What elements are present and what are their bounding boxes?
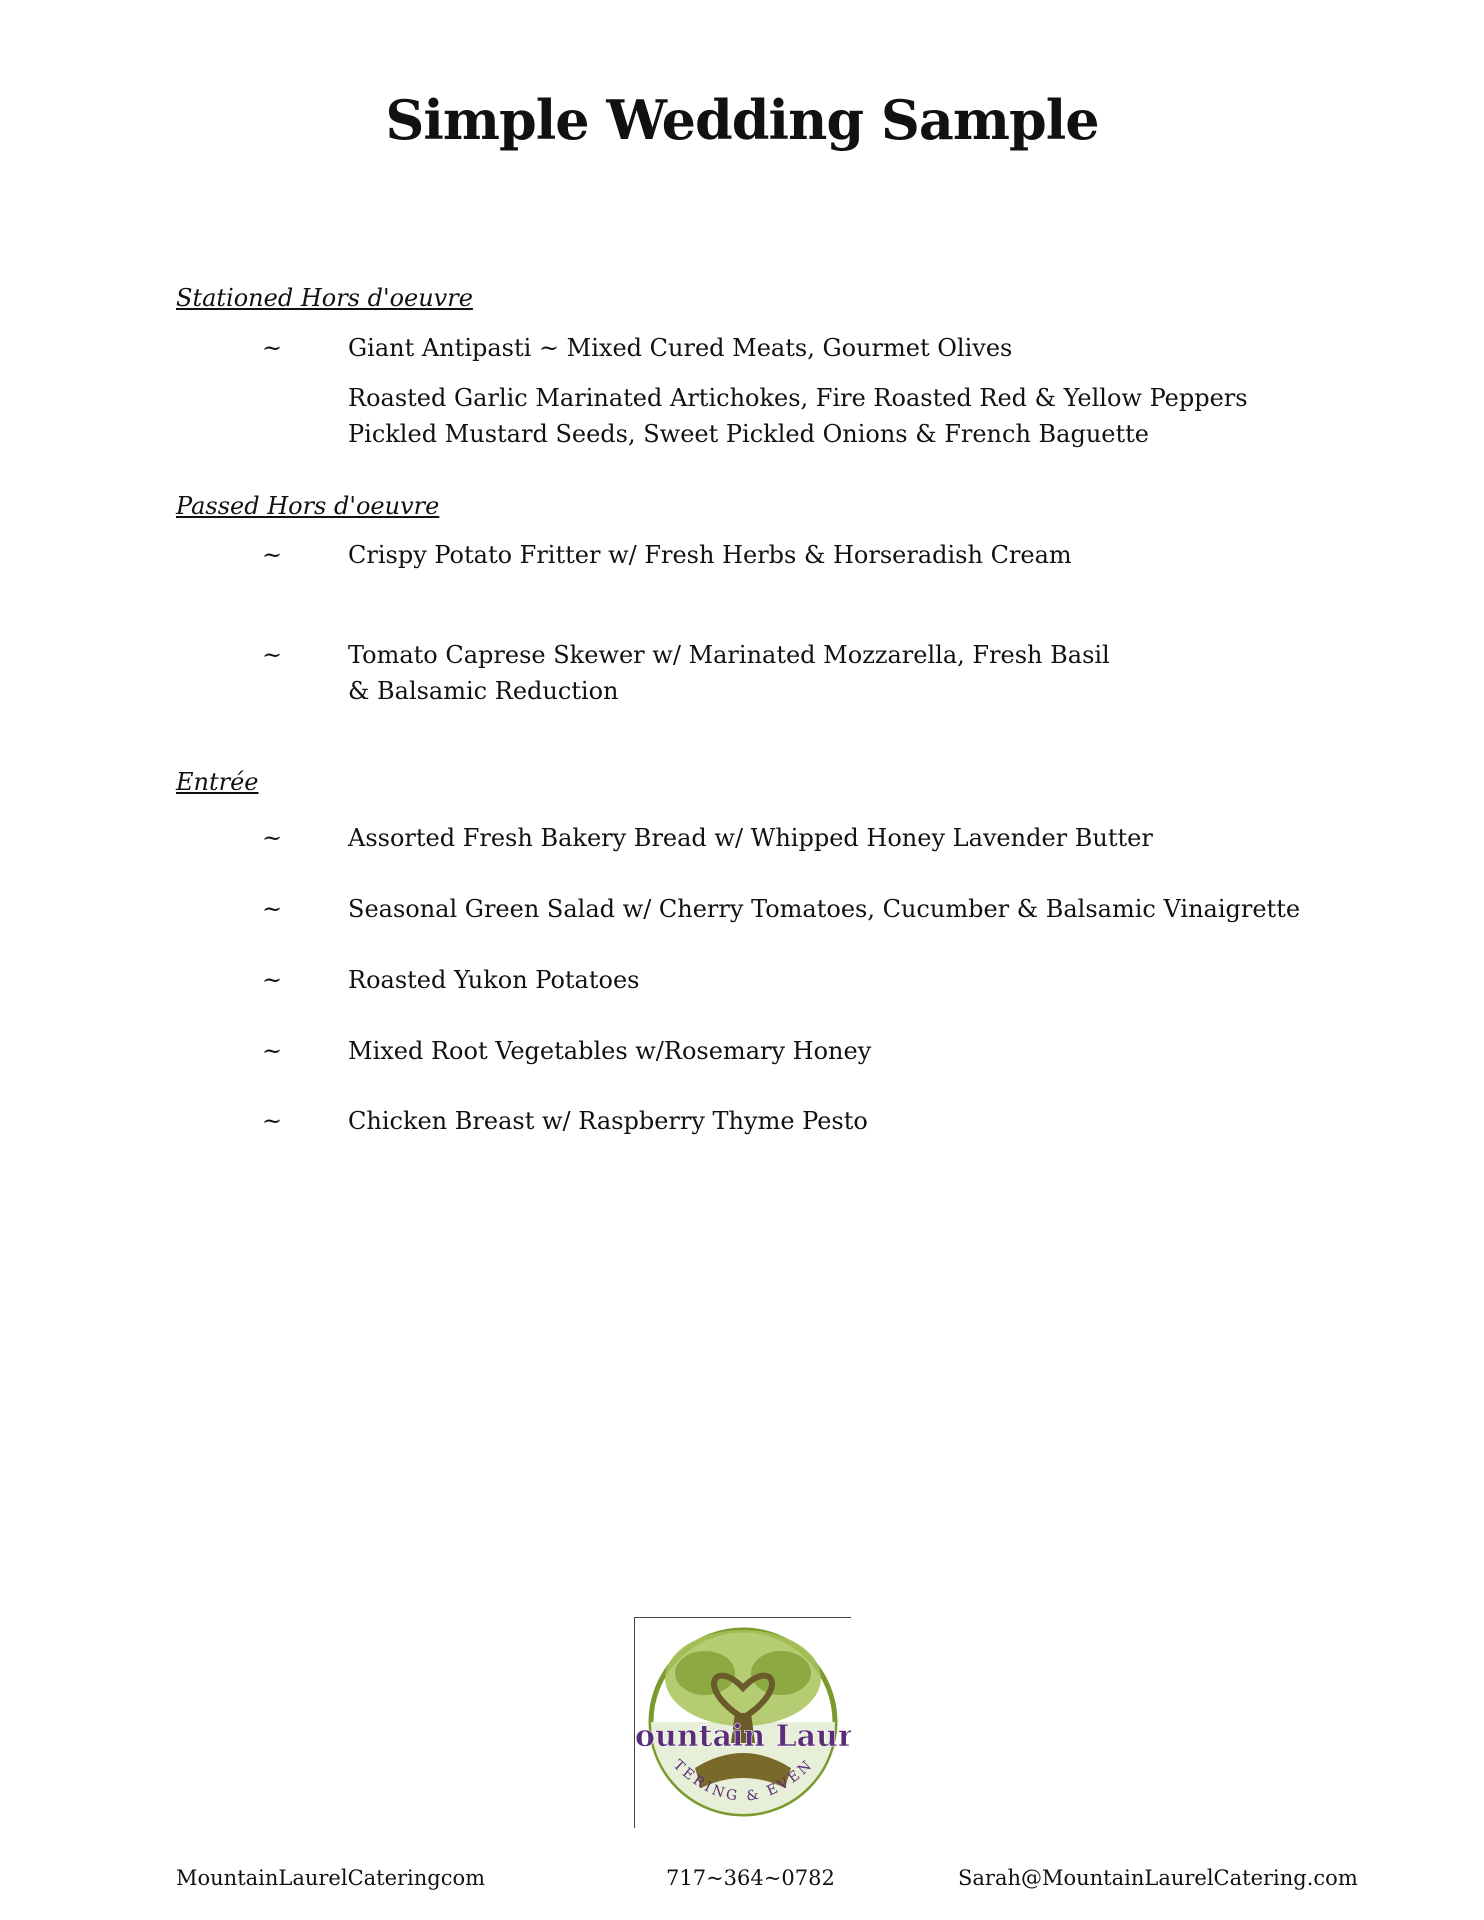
- footer-email: Sarah@MountainLaurelCatering.com: [958, 1866, 1358, 1890]
- menu-item-line: Pickled Mustard Seeds, Sweet Pickled Onions & French Baguette: [348, 420, 1149, 448]
- menu-item-line: Crispy Potato Fritter w/ Fresh Herbs & Horseradish Cream: [348, 541, 1072, 569]
- tree-logo-icon: [635, 1618, 851, 1828]
- tilde-bullet: ~: [262, 1107, 283, 1135]
- menu-item-line: Chicken Breast w/ Raspberry Thyme Pesto: [348, 1107, 868, 1135]
- page-title: Simple Wedding Sample: [385, 88, 1099, 152]
- tilde-bullet: ~: [262, 824, 283, 852]
- section-heading-stationed: Stationed Hors d'oeuvre: [176, 284, 473, 312]
- menu-item-line: Mixed Root Vegetables w/Rosemary Honey: [348, 1037, 872, 1065]
- tilde-bullet: ~: [262, 895, 283, 923]
- menu-item-line: & Balsamic Reduction: [348, 677, 619, 705]
- footer-website: MountainLaurelCateringcom: [176, 1866, 486, 1890]
- menu-item-line: Assorted Fresh Bakery Bread w/ Whipped Honey Lavender Butter: [348, 824, 1153, 852]
- tilde-bullet: ~: [262, 966, 283, 994]
- tilde-bullet: ~: [262, 541, 283, 569]
- footer-phone: 717~364~0782: [666, 1866, 835, 1890]
- company-logo: [634, 1617, 851, 1828]
- tilde-bullet: ~: [262, 641, 283, 669]
- menu-item-line: Giant Antipasti ~ Mixed Cured Meats, Gourmet Olives: [348, 334, 1013, 362]
- tilde-bullet: ~: [262, 1037, 283, 1065]
- tilde-bullet: ~: [262, 334, 283, 362]
- menu-item-line: Roasted Yukon Potatoes: [348, 966, 640, 994]
- menu-item-line: Tomato Caprese Skewer w/ Marinated Mozzarella, Fresh Basil: [348, 641, 1110, 669]
- menu-item-line: Seasonal Green Salad w/ Cherry Tomatoes, Cucumber & Balsamic Vinaigrette: [348, 895, 1301, 923]
- logo-tagline-text: TERING & EVEN: [669, 1756, 817, 1805]
- menu-item-line: Roasted Garlic Marinated Artichokes, Fire Roasted Red & Yellow Peppers: [348, 384, 1248, 412]
- section-heading-entree: Entrée: [176, 768, 259, 796]
- logo-name-text: ountain Laur: [635, 1719, 851, 1754]
- section-heading-passed: Passed Hors d'oeuvre: [176, 492, 440, 520]
